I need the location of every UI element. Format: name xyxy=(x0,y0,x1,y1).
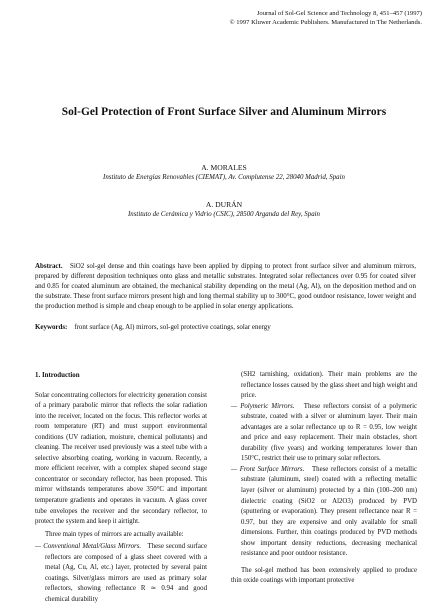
list-item-front-surface-tag: — Front Surface Mirrors. xyxy=(231,465,305,473)
abstract-text: SiO2 sol-gel dense and thin coatings have been applied by dipping to protect front surface silver and aluminum mirrors, prepared by different deposition techniques onto glass and metallic substrates. Integrated solar reflectances over 0.95 for coated silver and 0.85 for coated aluminum are obtained, the mechanical stability depending on the metal (Ag, Al), on the deposition method and on the substrate. These front surface mirrors present high and long thermal stability up to 300°C, good outdoor resistance, lower weight and the production method is simple and cheap enough to be applied in solar energy applications. xyxy=(35,262,416,310)
intro-paragraph-2: Three main types of mirrors are actually available: xyxy=(45,530,184,538)
keywords xyxy=(35,323,416,333)
copyright-line: © 1997 Kluwer Academic Publishers. Manufactured in The Netherlands. xyxy=(229,18,422,26)
intro-paragraph-1: Solar concentrating collectors for electricity generation consist of a primary parabolic mirror that reflects the solar radiation into the receiver, located on the focus. This reflector works at room temperature (RT) and must support environmental conditions (UV radiation, moisture, chemical pollutants) and cleaning. The receiver used previously was a steel tube with a selective absorbing coating, working in vacuum. Recently, a more efficient receiver, with a complex shaped second stage concentrator or secondary reflector, has been proposed. This mirror withstands temperatures above 350°C and important temperature gradients and operates in vacuum. A glass cover tube envelopes the receiver and the secondary reflector, to protect the system and keep it airtight. xyxy=(35,391,207,526)
author-name-1: A. MORALES xyxy=(201,163,247,172)
journal-header xyxy=(162,10,422,27)
author-affiliation-2: Instituto de Cerámica y Vidrio (CSIC), 28500 Arganda del Rey, Spain xyxy=(127,211,321,218)
author-affiliation-1: Instituto de Energías Renovables (CIEMAT), Av. Complutense 22, 28040 Madrid, Spain xyxy=(103,174,345,181)
list-item-metal-glass xyxy=(35,542,207,605)
author-name-2: A. DURÁN xyxy=(205,200,243,209)
right-column xyxy=(231,370,417,587)
journal-citation: Journal of Sol-Gel Science and Technology 8, 451–457 (1997) xyxy=(256,10,422,17)
list-item-polymeric xyxy=(231,402,417,465)
intro-paragraph-3: The sol-gel method has been extensively applied to produce thin oxide coatings with important protective xyxy=(231,566,417,585)
list-item-polymeric-tag: — Polymeric Mirrors. xyxy=(231,402,295,410)
list-item-front-surface-text: These reflectors consist of a metallic substrate (aluminum, steel) coated with a reflecting metallic layer (silver or aluminum) protected by a thin (100–200 nm) dielectric coating (SiO2 or Al2O3) produced by PVD (sputtering or evaporation). They present reflectance near R = 0.97, but they are expensive and only available for small dimensions. Further, thin coatings produced by PVD methods show important density reductions, decreasing mechanical resistance and poor outdoor resistance. xyxy=(241,465,418,558)
paper-title: Sol-Gel Protection of Front Surface Silver and Aluminum Mirrors xyxy=(61,106,387,118)
list-item-metal-glass-tag: — Conventional Metal/Glass Mirrors. xyxy=(35,543,142,551)
left-column xyxy=(35,370,207,605)
list-item-metal-glass-text: These second surface reflectors are composed of a glass sheet covered with a metal (Ag, Cu, Al, etc.) layer, protected by several paint coatings. Silver/glass mirrors are used as primary solar reflectors, showing reflectance R ≃ 0.94 and good chemical durability xyxy=(45,543,207,603)
abstract-label: Abstract. xyxy=(35,262,63,270)
keywords-text: front surface (Ag, Al) mirrors, sol-gel protective coatings, solar energy xyxy=(74,323,271,331)
list-item-front-surface xyxy=(231,465,417,560)
list-item-polymeric-text: These reflectors consist of a polymeric substrate, coated with a silver or aluminum layer. Their main advantages are a solar reflectance up to R = 0.95, low weight and price and easy replacement. Their main obstacles, short durability (five years) and working temperatures lower than 150°C, restrict their use to primary solar reflectors. xyxy=(241,402,418,463)
abstract xyxy=(35,262,416,312)
section-heading: 1. Introduction xyxy=(35,371,80,379)
list-item-metal-glass-continued: (SH2 tarnishing, oxidation). Their main problems are the reflectance losses caused by the glass sheet and high weight and price. xyxy=(241,371,417,400)
keywords-label: Keywords: xyxy=(35,323,68,331)
